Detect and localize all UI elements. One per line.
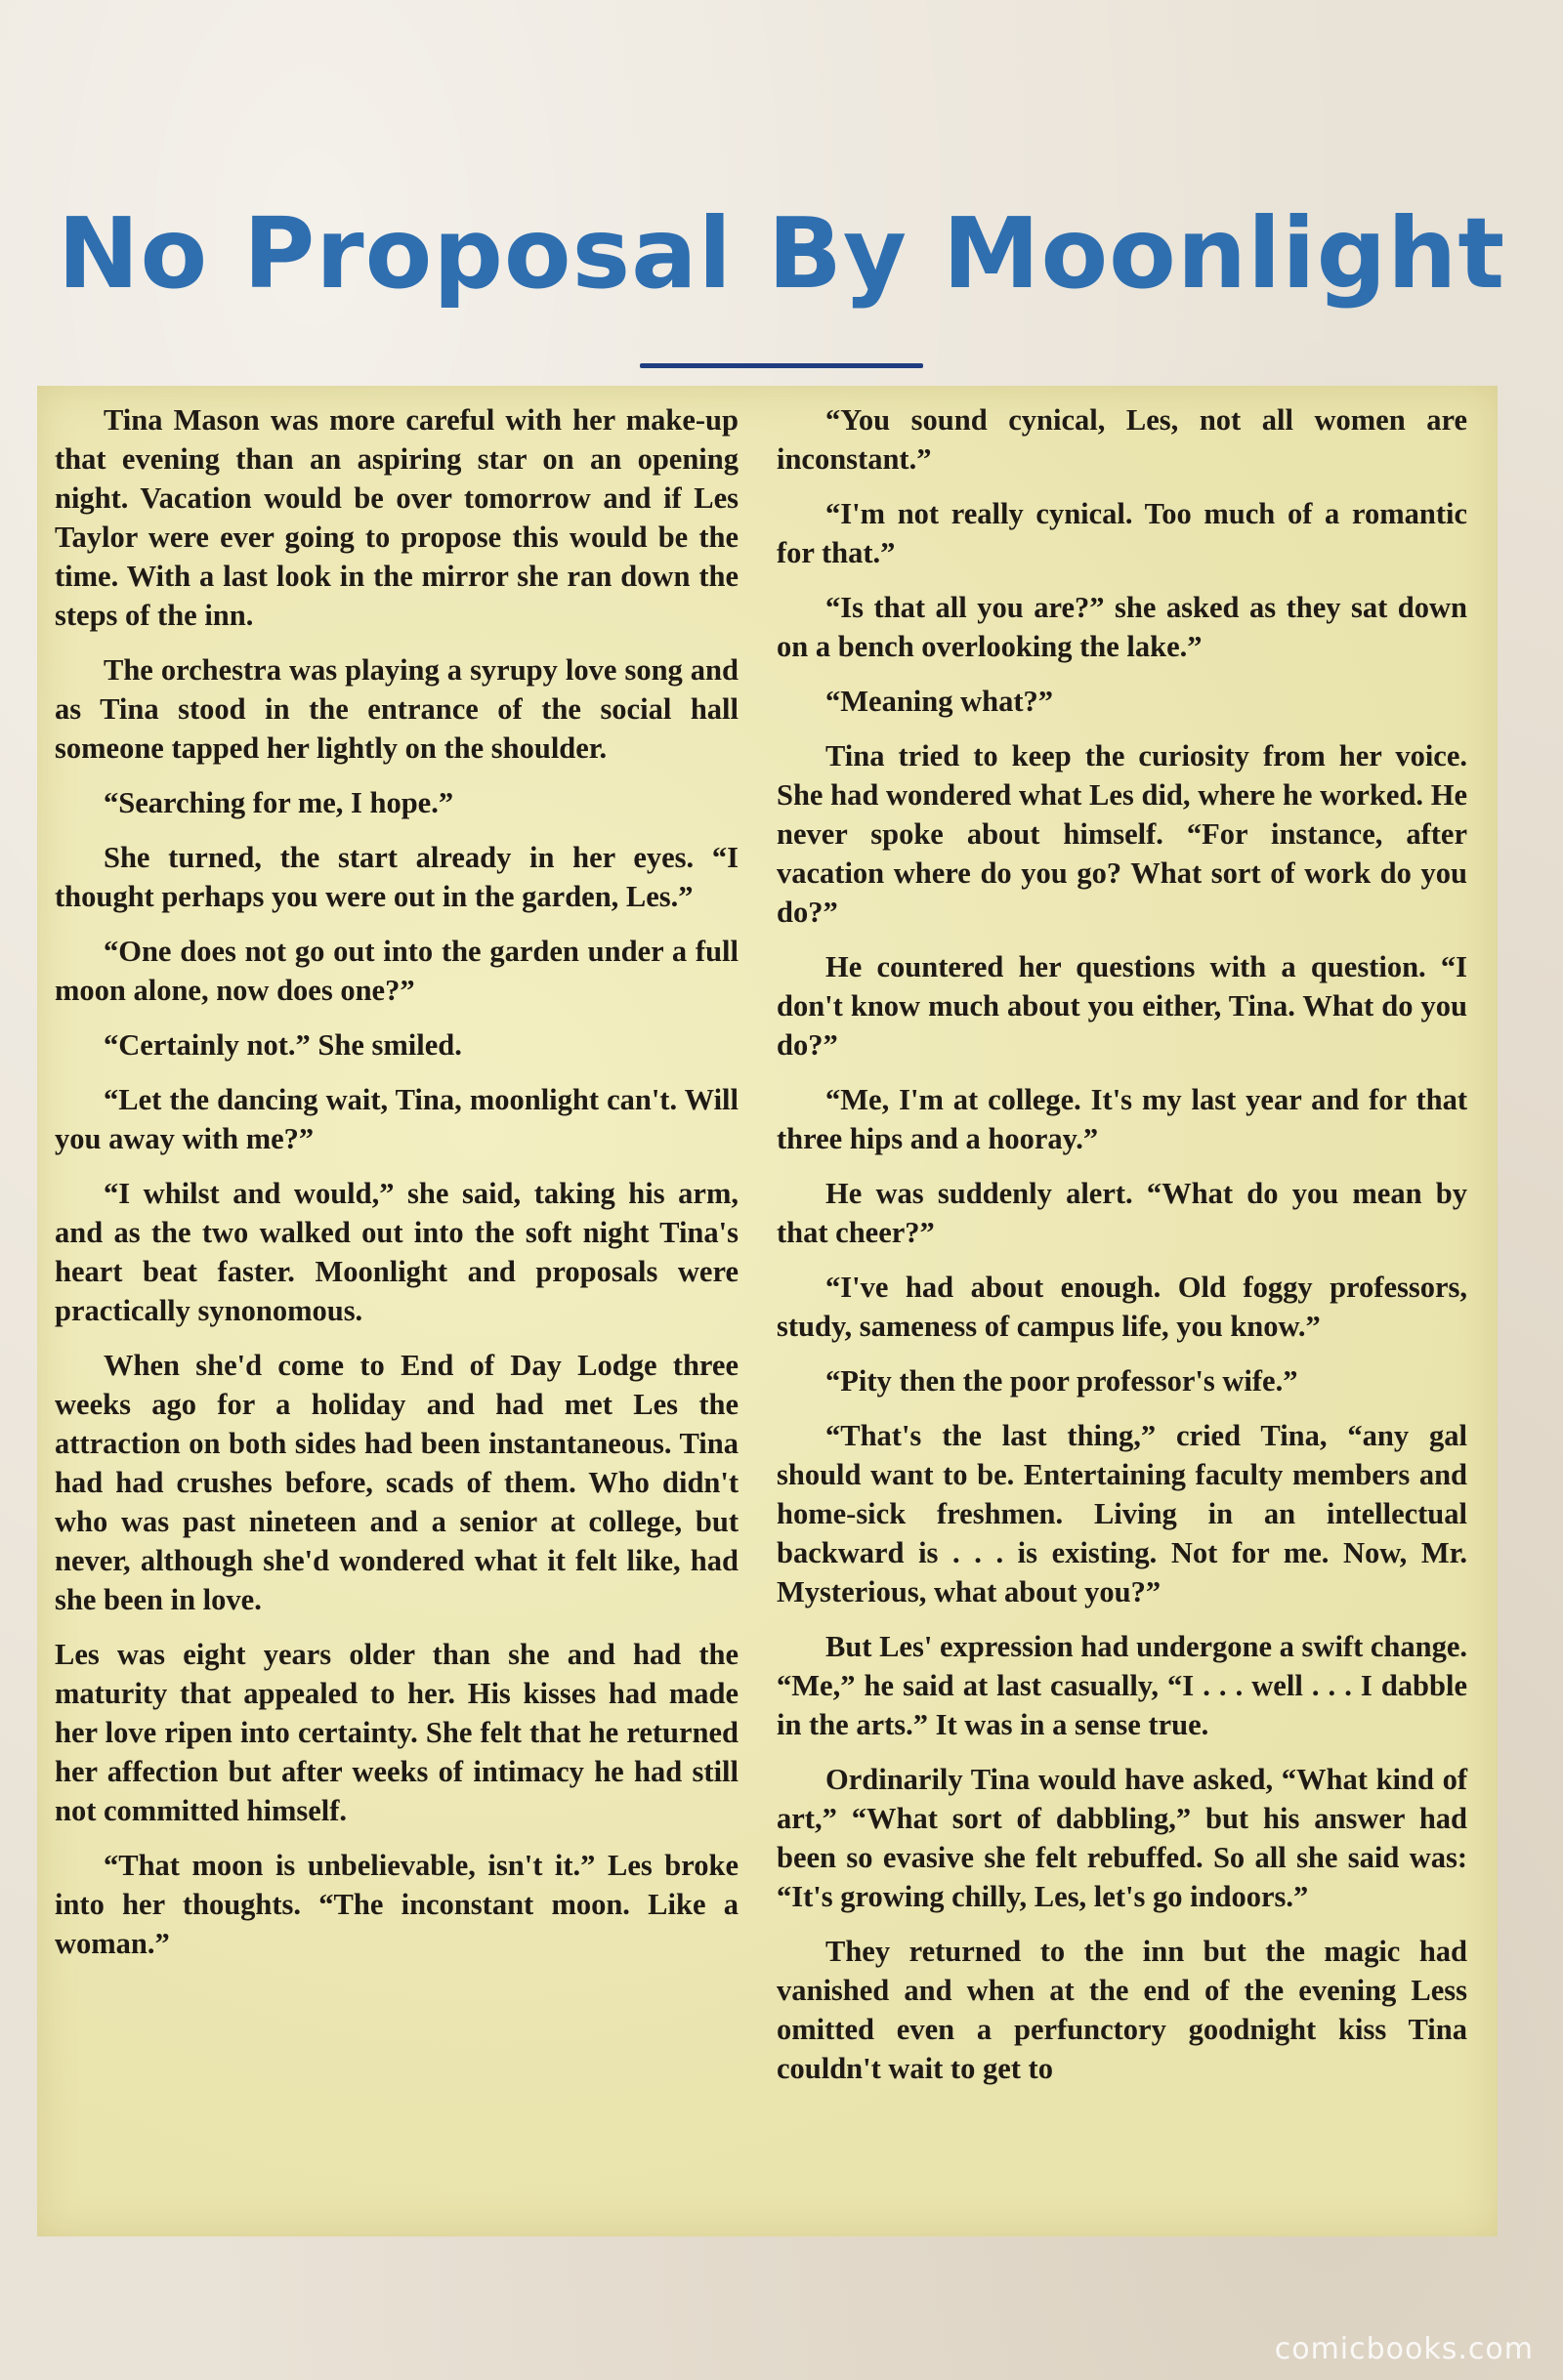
paragraph: “One does not go out into the garden under a full moon alone, now does one?”	[55, 935, 739, 1007]
paragraph: He countered her questions with a question. “I don't know much about you either, Tina. What do you do?”	[777, 950, 1467, 1062]
left-column	[55, 400, 739, 1979]
title-underline	[640, 363, 923, 368]
watermark: comicbooks.com	[1274, 2332, 1534, 2366]
paragraph: But Les' expression had undergone a swift change. “Me,” he said at last casually, “I . . . well . . . I dabble in the arts.” It was in a sense true.	[777, 1630, 1467, 1741]
paragraph: “Searching for me, I hope.”	[104, 786, 454, 819]
story-title: No Proposal By Moonlight	[57, 196, 1506, 311]
paragraph: Les was eight years older than she and had the maturity that appealed to her. His kisses had made her love ripen into certainty. She felt that he returned her affection but after weeks of intimacy he had still not committed himself.	[55, 1638, 739, 1827]
paragraph: “You sound cynical, Les, not all women are inconstant.”	[777, 403, 1467, 476]
paragraph: “Is that all you are?” she asked as they sat down on a bench overlooking the lake.”	[777, 591, 1467, 663]
paragraph: “Meaning what?”	[825, 685, 1053, 718]
paragraph: Tina tried to keep the curiosity from her voice. She had wondered what Les did, where he worked. He never spoke about himself. “For instance, after vacation where do you go? What sort of work do you do?”	[777, 739, 1467, 929]
paragraph: “That's the last thing,” cried Tina, “any gal should want to be. Entertaining faculty members and home-sick freshmen. Living in an intellectual backward is . . . is existing. Not for me. Now, Mr. Mysterious, what about you?”	[777, 1419, 1467, 1608]
paragraph: The orchestra was playing a syrupy love song and as Tina stood in the entrance of the social hall someone tapped her lightly on the shoulder.	[55, 653, 739, 765]
paragraph: “Let the dancing wait, Tina, moonlight can't. Will you away with me?”	[55, 1083, 739, 1155]
paragraph: They returned to the inn but the magic had vanished and when at the end of the evening Less omitted even a perfunctory goodnight kiss Tina couldn't wait to get to	[777, 1935, 1467, 2085]
paragraph: “I'm not really cynical. Too much of a romantic for that.”	[777, 497, 1467, 569]
paragraph: “I've had about enough. Old foggy professors, study, sameness of campus life, you know.”	[777, 1271, 1467, 1343]
paragraph: She turned, the start already in her eyes. “I thought perhaps you were out in the garden, Les.”	[55, 841, 739, 913]
right-column	[777, 400, 1467, 2104]
paragraph: “That moon is unbelievable, isn't it.” Les broke into her thoughts. “The inconstant moon. Like a woman.”	[55, 1849, 739, 1960]
paragraph: Tina Mason was more careful with her make-up that evening than an aspiring star on an opening night. Vacation would be over tomorrow and if Les Taylor were ever going to propose this would be the time. With a last look in the mirror she ran down the steps of the inn.	[55, 403, 739, 632]
paragraph: He was suddenly alert. “What do you mean by that cheer?”	[777, 1177, 1467, 1249]
paragraph: “Pity then the poor professor's wife.”	[825, 1364, 1298, 1398]
paragraph: “I whilst and would,” she said, taking his arm, and as the two walked out into the soft night Tina's heart beat faster. Moonlight and proposals were practically synonomous.	[55, 1177, 739, 1327]
paragraph: “Me, I'm at college. It's my last year and for that three hips and a hooray.”	[777, 1083, 1467, 1155]
paragraph: “Certainly not.” She smiled.	[104, 1028, 462, 1062]
paragraph: When she'd come to End of Day Lodge three weeks ago for a holiday and had met Les the attraction on both sides had been instantaneous. Tina had had crushes before, scads of them. Who didn't who was past nineteen and a senior at college, but never, although she'd wondered what it felt like, had she been in love.	[55, 1349, 739, 1616]
paragraph: Ordinarily Tina would have asked, “What kind of art,” “What sort of dabbling,” but his answer had been so evasive she felt rebuffed. So all she said was: “It's growing chilly, Les, let's go indoors.”	[777, 1763, 1467, 1913]
